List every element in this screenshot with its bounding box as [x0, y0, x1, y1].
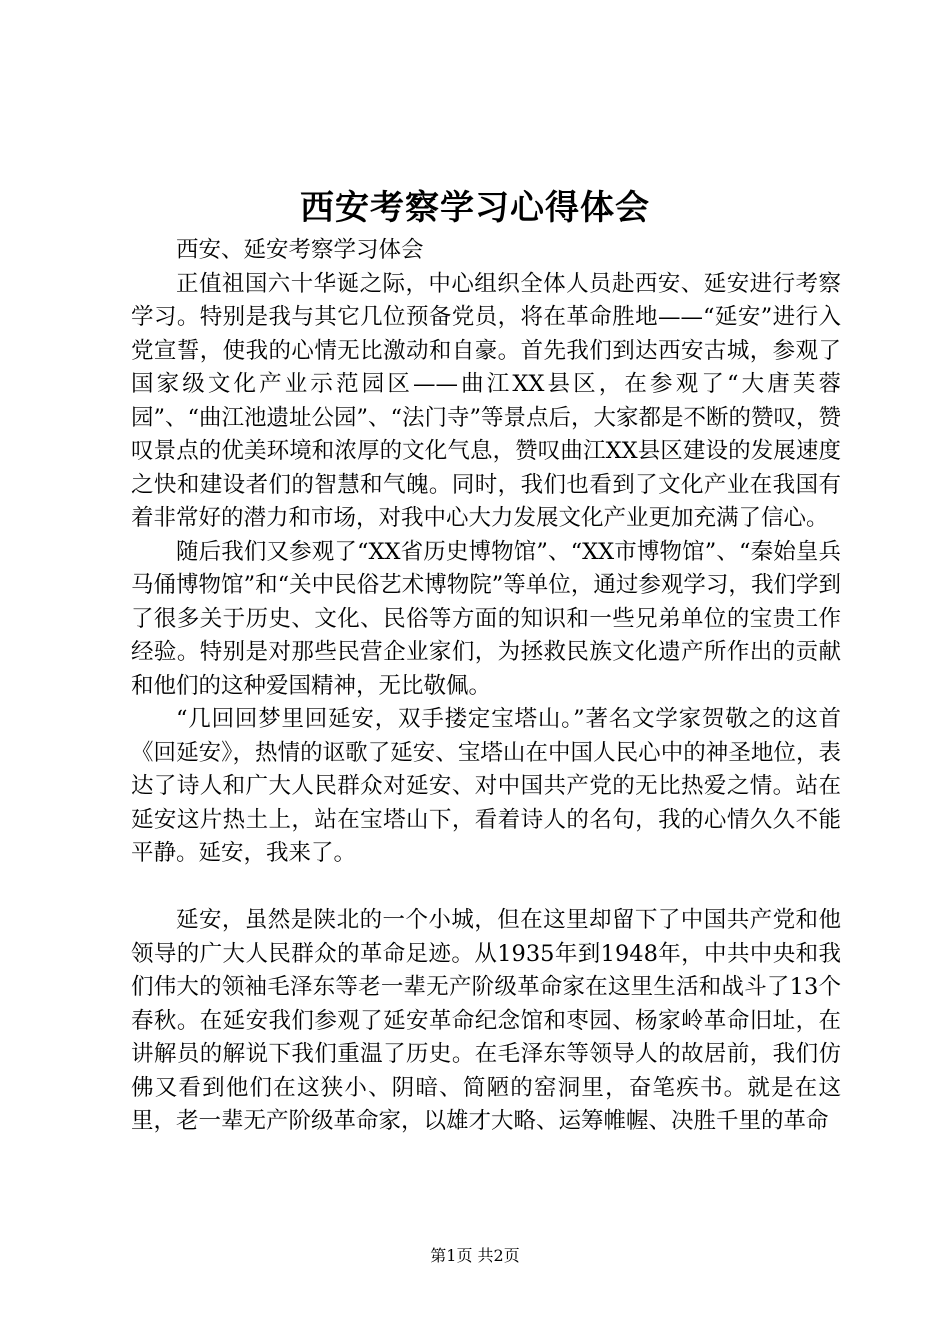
paragraph-museums: 随后我们又参观了“XX省历史博物馆”、“XX市博物馆”、“秦始皇兵马俑博物馆”和“关中民俗艺术博物院”等单位，通过参观学习，我们学到了很多关于历史、文化、民俗等方面的知识和一些兄弟单位的宝贵工作经验。特别是对那些民营企业家们，为拯救民族文化遗产所作出的贡献和他们的这种爱国精神，无比敬佩。	[131, 538, 841, 699]
document-title: 西安考察学习心得体会	[300, 188, 650, 228]
page-number-footer: 第1页 共2页	[430, 1246, 520, 1265]
paragraph-xian-visit: 正值祖国六十华诞之际，中心组织全体人员赴西安、延安进行考察学习。特别是我与其它几位预备党员，将在革命胜地——“延安”进行入党宣誓，使我的心情无比激动和自豪。首先我们到达西安古城，参观了国家级文化产业示范园区——曲江XX县区，在参观了“大唐芙蓉园”、“曲江池遗址公园”、“法门寺”等景点后，大家都是不断的赞叹，赞叹景点的优美环境和浓厚的文化气息，赞叹曲江XX县区建设的发展速度之快和建设者们的智慧和气魄。同时，我们也看到了文化产业在我国有着非常好的潜力和市场，对我中心大力发展文化产业更加充满了信心。	[131, 270, 842, 531]
paragraph-subtitle: 西安、延安考察学习体会	[176, 237, 424, 263]
document-body	[131, 234, 841, 1139]
paragraph-yanan-history: 延安，虽然是陕北的一个小城，但在这里却留下了中国共产党和他领导的广大人民群众的革命足迹。从1935年到1948年，中共中央和我们伟大的领袖毛泽东等老一辈无产阶级革命家在这里生活和战斗了13个春秋。在延安我们参观了延安革命纪念馆和枣园、杨家岭革命旧址，在讲解员的解说下我们重温了历史。在毛泽东等领导人的故居前，我们仿佛又看到他们在这狭小、阴暗、简陋的窑洞里，奋笔疾书。就是在这里，老一辈无产阶级革命家，以雄才大略、运筹帷幄、决胜千里的革命	[131, 907, 841, 1134]
paragraph-poem: “几回回梦里回延安，双手搂定宝塔山。”著名文学家贺敬之的这首《回延安》，热情的讴歌了延安、宝塔山在中国人民心中的神圣地位，表达了诗人和广大人民群众对延安、对中国共产党的无比热爱之情。站在延安这片热土上，站在宝塔山下，看着诗人的名句，我的心情久久不能平静。延安，我来了。	[131, 706, 841, 866]
